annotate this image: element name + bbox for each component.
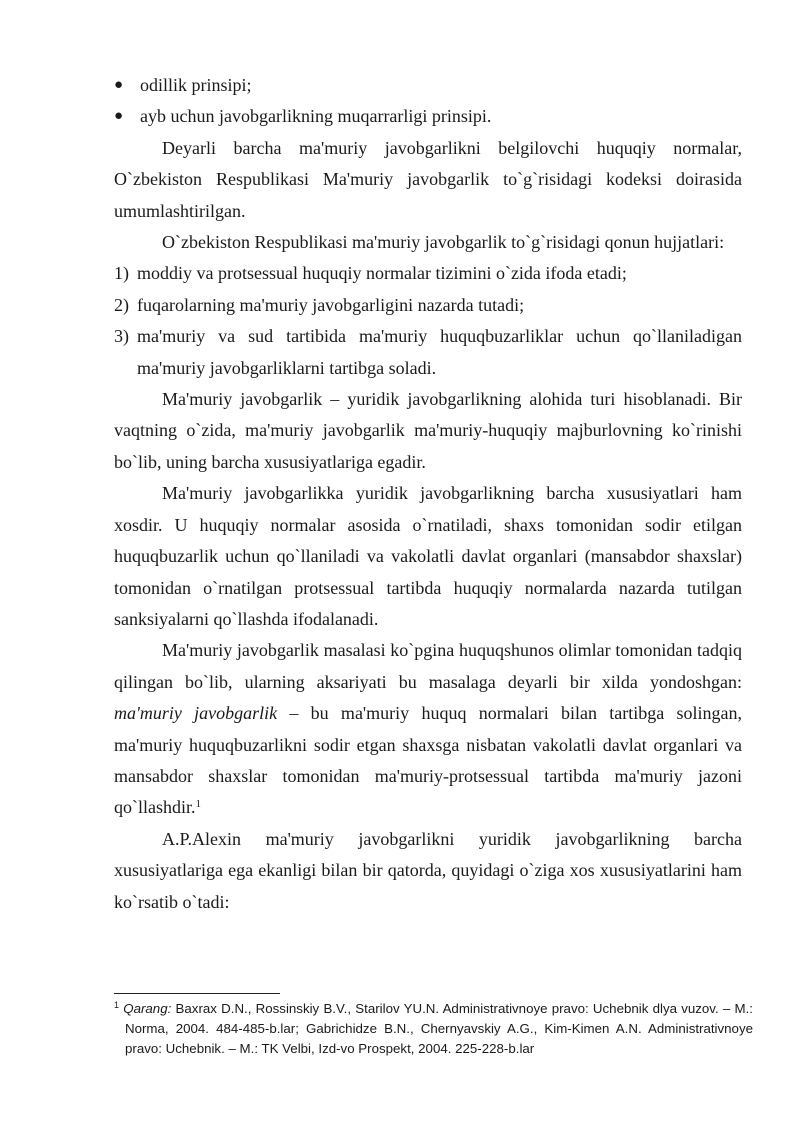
paragraph-text: – bu ma'muriy huquq normalari bilan tartibga solingan, ma'muriy huquqbuzarlikni sodir etgan shaxsga nisbatan vakolatli davlat organlari va mansabdor shaxslar tomonidan ma'muriy-protsessual tartibda ma'muriy jazoni qo`llashdir. [114, 703, 742, 818]
item-number: 2) [114, 294, 129, 315]
bullet-icon: ● [114, 108, 124, 125]
footnote-divider [114, 993, 280, 994]
item-text: moddiy va protsessual huquqiy normalar tizimini o`zida ifoda etadi; [137, 263, 627, 284]
numbered-item [114, 258, 742, 289]
footnote-ref[interactable]: 1 [195, 798, 201, 811]
paragraph-text: Ma'muriy javobgarlik masalasi ko`pgina huquqshunos olimlar tomonidan tadqiq qilingan bo`lib, ularning aksariyati bu masalaga deyarli bir xilda yondoshgan: [114, 640, 742, 692]
paragraph: Ma'muriy javobgarlik – yuridik javobgarlikning alohida turi hisoblanadi. Bir vaqtning o`zida, ma'muriy javobgarlik ma'muriy-huquqiy majburlovning ko`rinishi bo`lib, uning barcha xususiyatlariga egadir. [114, 389, 742, 472]
item-text: ma'muriy va sud tartibida ma'muriy huquqbuzarliklar uchun qo`llaniladigan ma'muriy javobgarliklarni tartibga soladi. [137, 326, 742, 378]
bullet-text: odillik prinsipi; [140, 75, 252, 95]
paragraph: Deyarli barcha ma'muriy javobgarlikni belgilovchi huquqiy normalar, O`zbekiston Respublikasi Ma'muriy javobgarlik to`g`risidagi kodeksi doirasida umumlashtirilgan. [114, 137, 742, 221]
bullet-item [114, 70, 742, 101]
footnote-text: Baxrax D.N., Rossinskiy B.V., Starilov YU.N. Administrativnoye pravo: Uchebnik dlya vuzov. – M.: Norma, 2004. 484-485-b.lar; Gabrichidze B.N., Chernyavskiy A.G., Kim-Kimen A.N. Administrativnoye pravo: Uchebnik. – M.: TK Velbi, Izd-vo Prospekt, 2004. 225-228-b.lar [125, 1001, 753, 1056]
item-text: fuqarolarning ma'muriy javobgarligini nazarda tutadi; [137, 294, 525, 315]
paragraph [114, 635, 742, 823]
bullet-item [114, 101, 742, 132]
item-number: 1) [114, 263, 129, 284]
document-page [114, 70, 742, 918]
italic-term: ma'muriy javobgarlik [114, 703, 278, 724]
footnote-number: 1 [114, 1000, 120, 1010]
numbered-item [114, 290, 742, 321]
numbered-item [114, 321, 742, 384]
footnote [114, 999, 753, 1059]
bullet-icon: ● [114, 77, 124, 93]
paragraph: Ma'muriy javobgarlikka yuridik javobgarlikning barcha xususiyatlari ham xosdir. U huquqiy normalar asosida o`rnatiladi, shaxs tomonidan sodir etilgan huquqbuzarlik uchun qo`llaniladi va vakolatli davlat organlari (mansabdor shaxslar) tomonidan o`rnatilgan protsessual tartibda huquqiy normalarda nazarda tutilgan sanksiyalarni qo`llashda ifodalanadi. [114, 483, 742, 629]
paragraph: O`zbekiston Respublikasi ma'muriy javobgarlik to`g`risidagi qonun hujjatlari: [162, 232, 725, 253]
item-number: 3) [114, 326, 129, 347]
bullet-text: ayb uchun javobgarlikning muqarrarligi prinsipi. [140, 106, 492, 127]
footnote-label: Qarang: [123, 1001, 172, 1016]
paragraph: A.P.Alexin ma'muriy javobgarlikni yuridik javobgarlikning barcha xususiyatlariga ega ekanligi bilan bir qatorda, quyidagi o`ziga xos xususiyatlarini ham ko`rsatib o`tadi: [114, 828, 742, 912]
